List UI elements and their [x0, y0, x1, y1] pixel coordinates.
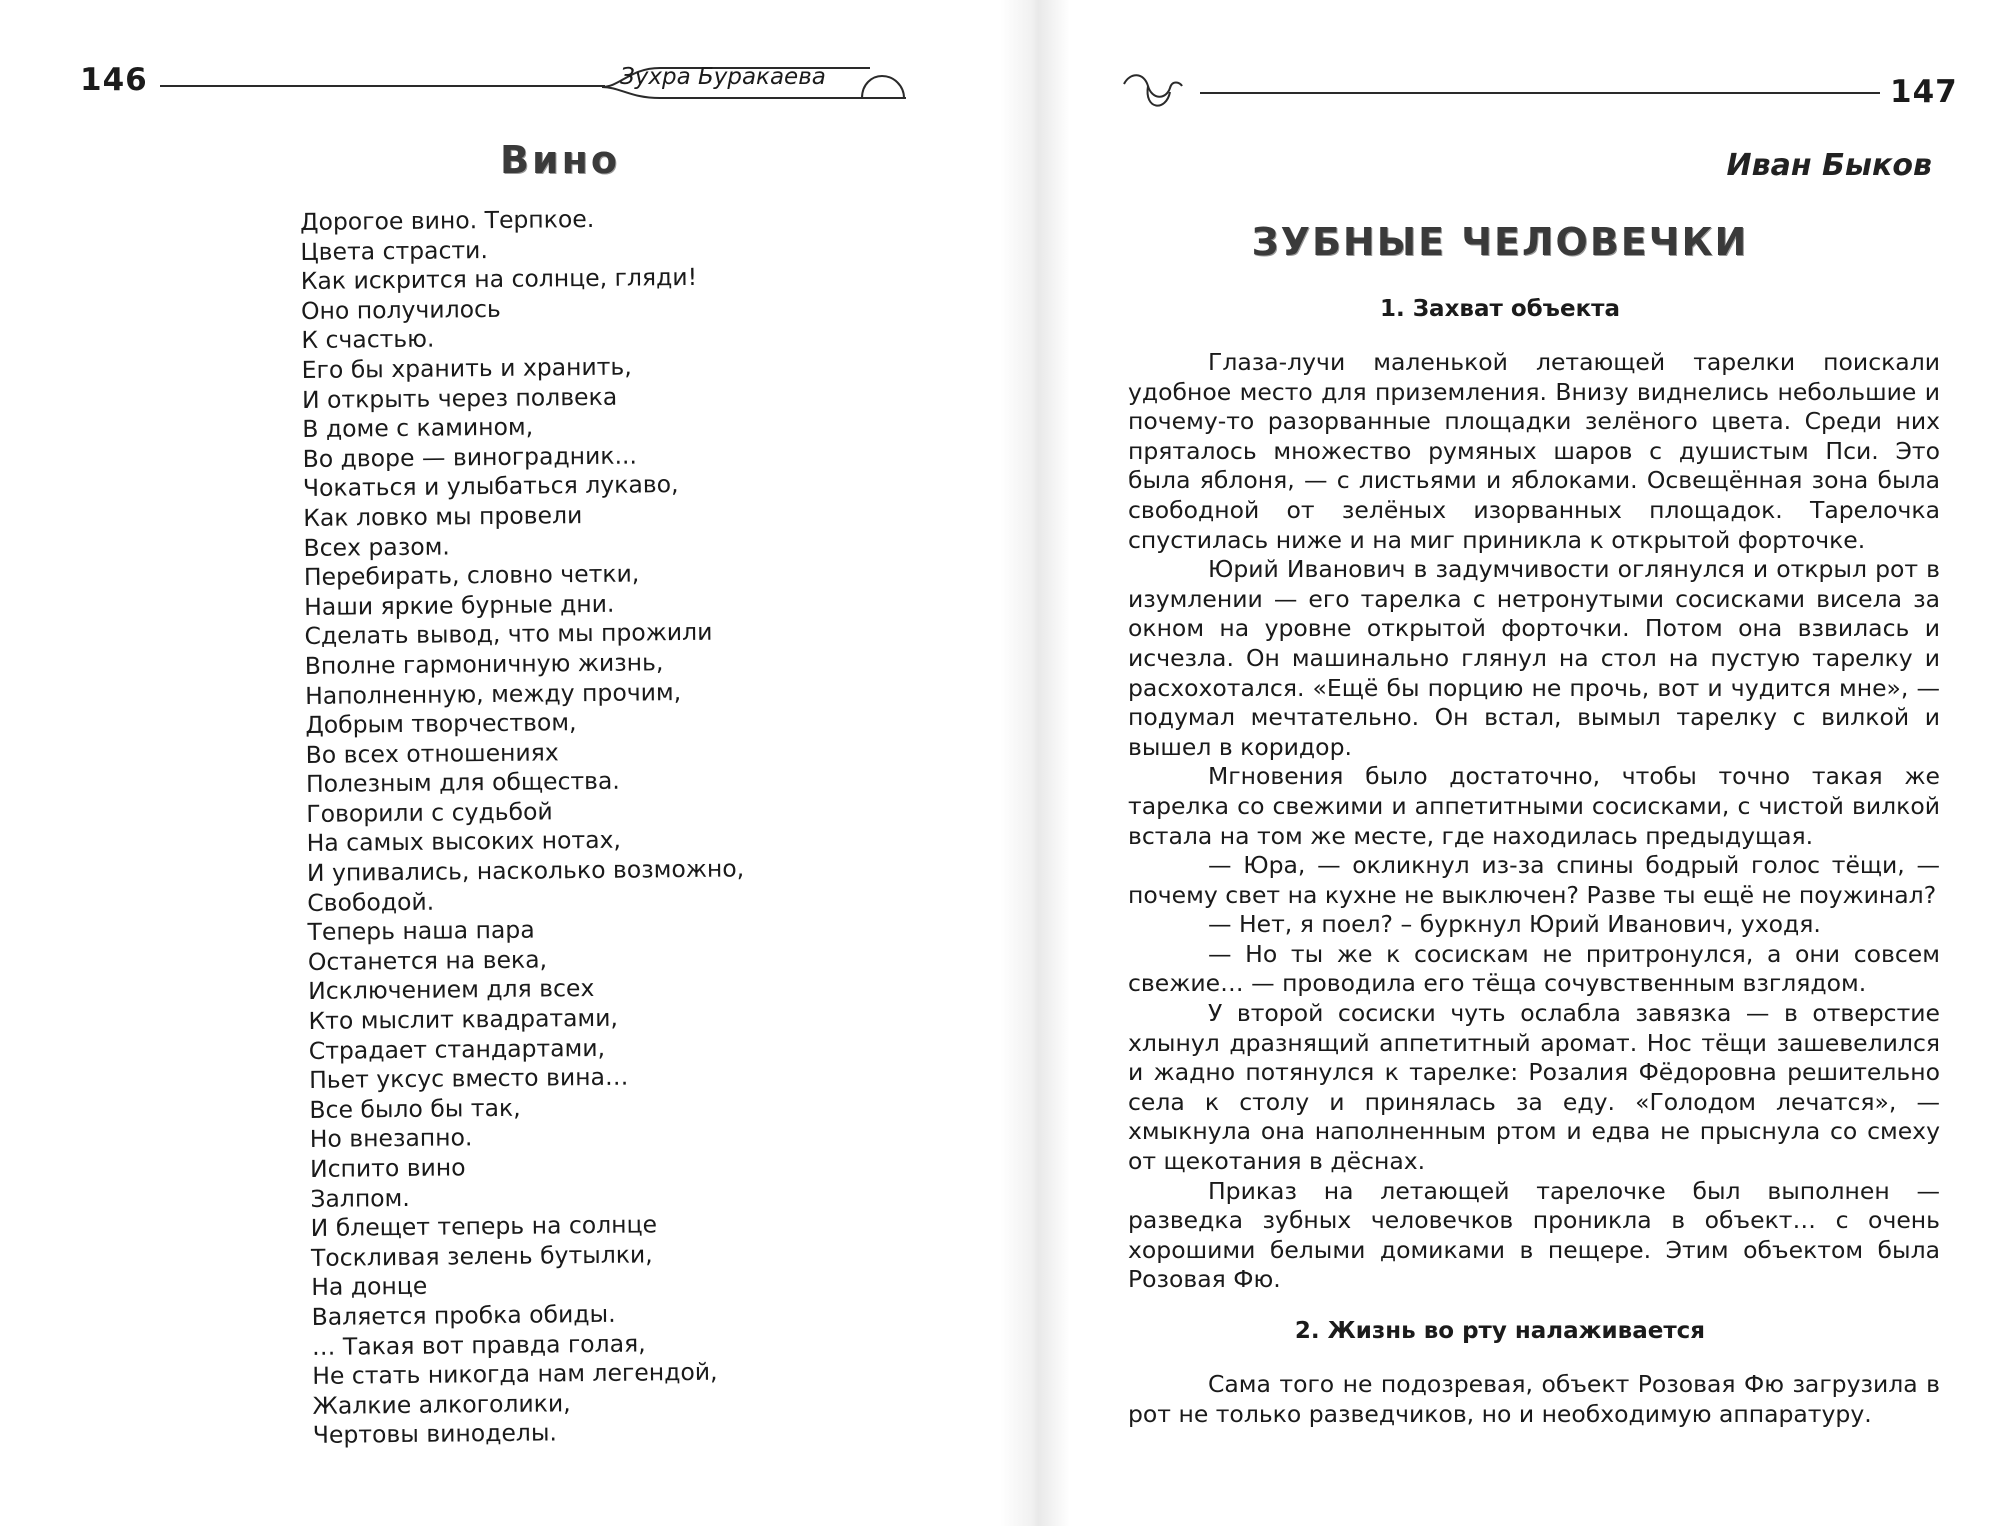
running-author-left: Зухра Буракаева	[620, 64, 826, 90]
poem-line: Кто мыслит квадратами,	[308, 1003, 619, 1035]
poem-title: Вино	[500, 138, 620, 182]
poem-line: Наполненную, между прочим,	[304, 677, 682, 710]
poem-line: Пьет уксус вместо вина…	[308, 1062, 629, 1095]
poem-line: Испито вино	[309, 1153, 466, 1183]
poem-line: Залпом.	[310, 1183, 410, 1213]
poem-line: Полезным для общества.	[305, 766, 620, 799]
header-rule-left	[160, 85, 605, 87]
story-paragraph: Приказ на летающей тарелочке был выполнен — разведка зубных человечков проникла в объект… с очень хорошими белыми домиками в пещере. Этим объектом была Розовая Фю.	[1128, 1176, 1940, 1294]
poem-line: В доме с камином,	[302, 412, 534, 444]
story-paragraph: — Юра, — окликнул из-за спины бодрый голос тёщи, — почему свет на кухне не выключен? Разве ты ещё не поужинал?	[1128, 851, 1940, 909]
poem-line: Наши яркие бурные дни.	[304, 589, 615, 621]
poem-line: Говорили с судьбой	[306, 797, 553, 828]
poem-body	[300, 203, 750, 1450]
story-paragraph: — Но ты же к сосискам не притронулся, а они совсем свежие… — проводила его тёща сочувственным взглядом.	[1128, 939, 1940, 998]
poem-line: Останется на века,	[307, 945, 548, 976]
poem-line: Его бы хранить и хранить,	[301, 352, 632, 384]
poem-line: Исключением для всех	[308, 974, 595, 1006]
poem-line: Но внезапно.	[309, 1123, 473, 1154]
header-rule-right	[1200, 92, 1880, 94]
section-1-text	[1128, 348, 1940, 1295]
poem-line: Оно получилось	[300, 294, 501, 325]
poem-line: Как искрится на солнце, гляди!	[300, 263, 698, 296]
poem-line: … Такая вот правда голая,	[311, 1329, 646, 1361]
poem-line: На самых высоких нотах,	[306, 826, 622, 858]
story-paragraph: Глаза-лучи маленькой летающей тарелки поискали удобное место для приземления. Внизу виднелись небольшие и почему-то разорванные площадки зелёного цвета. Среди них пряталось множество румяных шаров с душистым Пси. Это была яблоня, — с листьями и яблоками. Освещённая зона была свободной от зелёных изорванных площадок. Тарелочка спустилась ниже и на миг приникла к открытой форточке.	[1128, 348, 1940, 554]
poem-line: Во всех отношениях	[305, 738, 559, 769]
poem-line: Во дворе — виноградник...	[302, 441, 638, 473]
poem-line: Тоскливая зелень бутылки,	[310, 1240, 653, 1272]
poem-line: Чертовы виноделы.	[312, 1418, 558, 1450]
poem-line: К счастью.	[301, 324, 435, 355]
book-gutter	[1000, 0, 1070, 1526]
poem-line: Валяется пробка обиды.	[311, 1299, 616, 1331]
poem-line: Дорогое вино. Терпкое.	[300, 204, 595, 236]
story-paragraph: Сама того не подозревая, объект Розовая Фю загрузила в рот не только разведчиков, но и необходимую аппаратуру.	[1128, 1370, 1940, 1428]
poem-line: Жалкие алкоголики,	[312, 1388, 571, 1420]
story-paragraph: Юрий Иванович в задумчивости оглянулся и открыл рот в изумлении — его тарелка с нетронутыми сосисками висела за окном на уровне открытой форточки. Потом она взвилась и исчезла. Он машинально глянул на стол на пустую тарелку и расхохотался. «Ещё бы порцию не прочь, вот и чудится мне», — подумал мечтательно. Он встал, вымыл тарелку с вилкой и вышел в коридор.	[1128, 555, 1940, 761]
section-heading-2: 2. Жизнь во рту налаживается	[1294, 1318, 1706, 1344]
poem-line: Вполне гармоничную жизнь,	[304, 648, 664, 680]
section-heading-1: 1. Захват объекта	[1379, 296, 1621, 322]
story-title: ЗУБНЫЕ ЧЕЛОВЕЧКИ	[1251, 220, 1749, 264]
poem-line: Всех разом.	[303, 531, 450, 562]
header-wave-ornament	[1122, 70, 1202, 114]
story-paragraph: — Нет, я поел? – буркнул Юрий Иванович, уходя.	[1208, 910, 1821, 939]
poem-line: И блещет теперь на солнце	[310, 1210, 658, 1243]
poem-line: Все было бы так,	[309, 1093, 521, 1124]
page-number-left: 146	[80, 62, 148, 98]
poem-line: Чокаться и улыбаться лукаво,	[302, 470, 679, 503]
poem-line: Как ловко мы провели	[303, 500, 583, 532]
poem-line: Свободой.	[307, 887, 435, 917]
poem-line: И открыть через полвека	[301, 382, 618, 414]
poem-line: И упивались, насколько возможно,	[306, 854, 745, 888]
poem-line: Не стать никогда нам легендой,	[312, 1357, 718, 1391]
poem-line: Добрым творчеством,	[305, 708, 577, 740]
page-number-right: 147	[1890, 74, 1958, 110]
poem-line: Сделать вывод, что мы прожили	[304, 618, 713, 651]
story-author: Иван Быков	[1726, 148, 1932, 183]
story-paragraph: Мгновения было достаточно, чтобы точно такая же тарелка со свежими и аппетитными сосисками, с чистой вилкой встала на том же месте, где находилась предыдущая.	[1128, 762, 1940, 850]
poem-line: На донце	[311, 1272, 428, 1302]
poem-line: Теперь наша пара	[307, 915, 535, 947]
story-paragraph: У второй сосиски чуть ослабла завязка — в отверстие хлынул дразнящий аппетитный аромат. Нос тёщи зашевелился и жадно потянулся к тарелке: Розалия Фёдоровна решительно села к столу и принялась за еду. «Голодом лечатся», — хмыкнула она наполненным ртом и едва не прыснула со смеху от щекотания в дёснах.	[1128, 999, 1940, 1176]
poem-line: Перебирать, словно четки,	[303, 559, 640, 592]
section-2-text	[1128, 1370, 1940, 1429]
poem-line: Цвета страсти.	[300, 235, 488, 266]
right-page	[1070, 0, 2000, 1526]
poem-line: Страдает стандартами,	[308, 1033, 606, 1065]
